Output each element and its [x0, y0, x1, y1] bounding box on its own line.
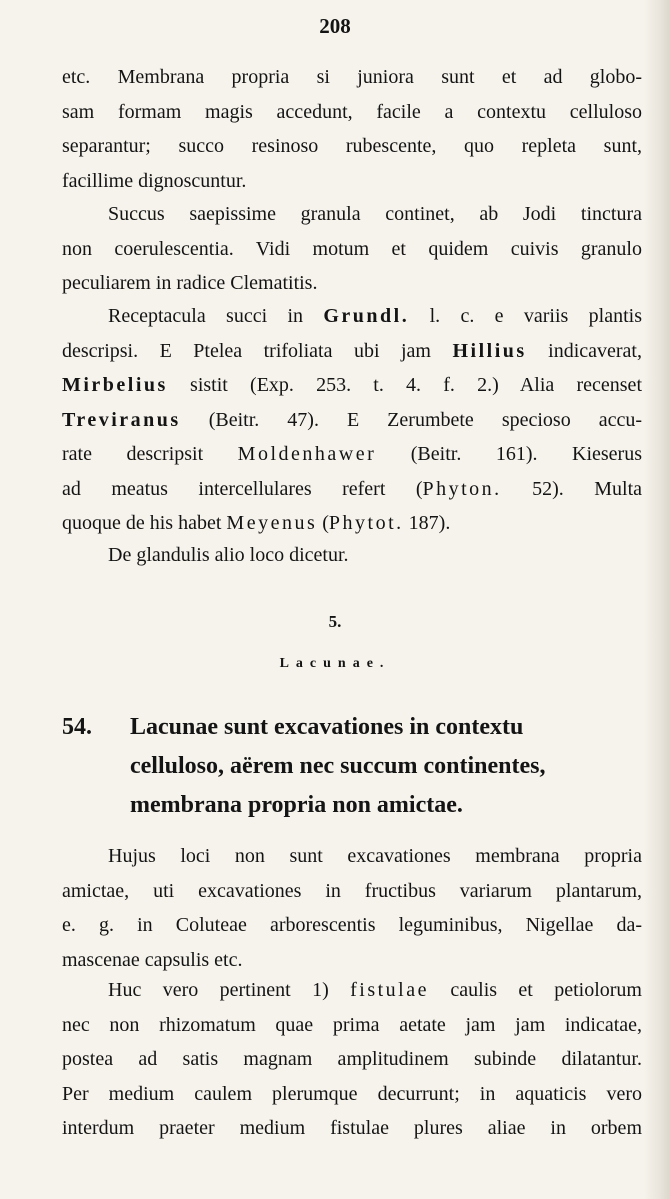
term-fistulae: fistulae: [350, 979, 429, 1001]
text-line: facillime dignoscuntur.: [62, 169, 247, 192]
text-line: interdum praeter medium fistulae plures aliae in orbem: [62, 1117, 642, 1139]
work-title: Phyton.: [422, 477, 502, 500]
section-title: Lacunae.: [279, 656, 391, 671]
text-line: De glandulis alio loco dicetur.: [108, 544, 349, 566]
text-line: quoque de his habet Meyenus (Phytot. 187).: [62, 512, 451, 534]
paragraph-receptacula: [62, 299, 642, 541]
work-title: Phytot.: [328, 512, 404, 534]
paragraph-huc: [62, 973, 642, 1146]
thesis-line: celluloso, aërem nec succum continentes,: [130, 753, 546, 779]
text-line: ad meatus intercellulares refert (Phyton. 52). Multa: [62, 477, 642, 500]
thesis-line: 54. Lacunae sunt excavationes in contextu: [62, 708, 647, 747]
text-line: sam formam magis accedunt, facile a contextu celluloso: [62, 100, 642, 123]
author-name: Moldenhawer: [237, 443, 377, 465]
text-line: nec non rhizomatum quae prima aetate jam jam indicatae,: [62, 1013, 642, 1036]
author-name: Mirbelius: [62, 374, 168, 396]
text-line: mascenae capsulis etc.: [62, 948, 243, 971]
paragraph-succus: [62, 197, 642, 301]
thesis-line: membrana propria non amictae.: [130, 792, 463, 818]
author-name: Meyenus: [226, 512, 318, 534]
paragraph-glandulis: [62, 538, 642, 573]
text-line: etc. Membrana propria si juniora sunt et ad globo-: [62, 66, 642, 88]
section-number: 5.: [328, 612, 342, 631]
text-line: non coerulescentia. Vidi motum et quidem cuivis granulo: [62, 237, 642, 260]
text-line: Mirbelius sistit (Exp. 253. t. 4. f. 2.) Alia recenset: [62, 374, 642, 396]
text-line: e. g. in Coluteae arborescentis leguminibus, Nigellae da-: [62, 914, 642, 936]
page-gutter-shadow: [644, 0, 670, 1199]
text-line: amictae, uti excavationes in fructibus variarum plantarum,: [62, 879, 642, 902]
text-line: peculiarem in radice Clematitis.: [62, 272, 318, 294]
author-name: Treviranus: [62, 408, 181, 431]
text-line: rate descripsit Moldenhawer (Beitr. 161). Kieserus: [62, 443, 643, 465]
thesis-54: [62, 708, 647, 825]
paragraph-hujus: [62, 839, 642, 977]
page-number: 208: [319, 14, 351, 38]
author-name: Hillius: [452, 339, 527, 362]
text-line: Huc vero pertinent 1) fistulae caulis et petiolorum: [108, 979, 642, 1001]
text-line: Treviranus (Beitr. 47). E Zerumbete specioso accu-: [62, 408, 642, 431]
text-line: descripsi. E Ptelea trifoliata ubi jam Hillius indicaverat,: [62, 339, 642, 362]
text-line: separantur; succo resinoso rubescente, quo repleta sunt,: [62, 135, 642, 157]
text-line: Hujus loci non sunt excavationes membrana propria: [108, 845, 642, 867]
text-line: Receptacula succi in Grundl. l. c. e variis plantis: [108, 305, 642, 327]
paragraph-membrana: [62, 60, 642, 198]
text-line: Per medium caulem plerumque decurrunt; in aquaticis vero: [62, 1082, 642, 1105]
author-name: Grundl.: [323, 305, 410, 327]
text-line: Succus saepissime granula continet, ab Jodi tinctura: [108, 203, 642, 225]
thesis-number: 54.: [62, 714, 92, 740]
text-line: postea ad satis magnam amplitudinem subinde dilatantur.: [62, 1048, 642, 1070]
